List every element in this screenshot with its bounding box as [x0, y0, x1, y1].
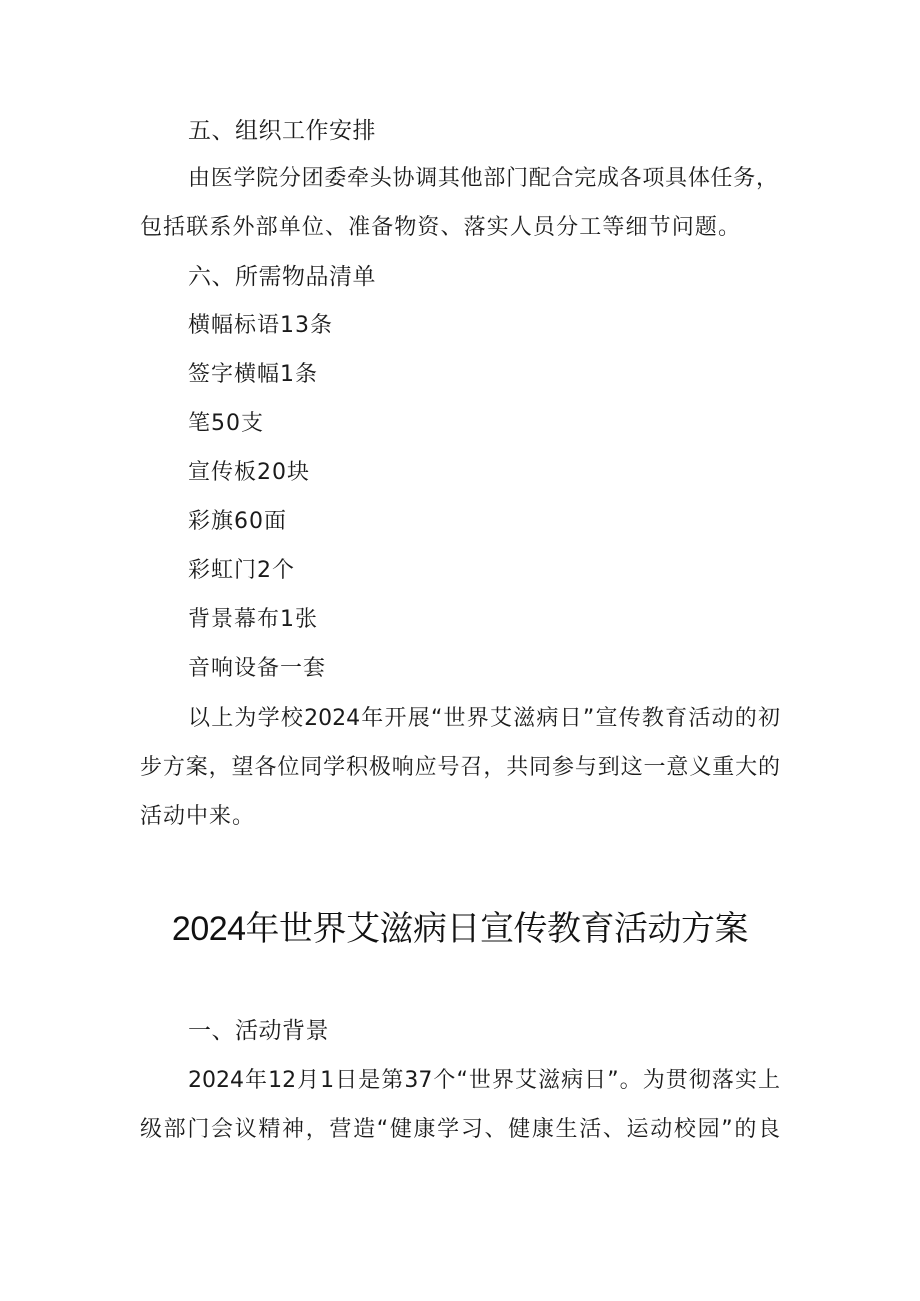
- paragraph-line: 活动中来。: [140, 804, 256, 829]
- list-item: 彩虹门2个: [188, 558, 295, 583]
- paragraph-line: 步方案，望各位同学积极响应号召，共同参与到这一意义重大的: [140, 755, 780, 780]
- page-title: 2024年世界艾滋病日宣传教育活动方案: [171, 910, 749, 948]
- paragraph-line: 2024年12月1日是第37个“世界艾滋病日”。为贯彻落实上: [188, 1068, 780, 1093]
- list-item: 宣传板20块: [188, 460, 310, 485]
- list-item: 背景幕布1张: [188, 607, 318, 632]
- section-heading: 六、所需物品清单: [188, 264, 376, 290]
- list-item: 横幅标语13条: [188, 313, 333, 338]
- list-item: 彩旗60面: [188, 509, 287, 534]
- paragraph-line: 以上为学校2024年开展“世界艾滋病日”宣传教育活动的初: [188, 706, 780, 731]
- section-heading: 五、组织工作安排: [188, 118, 376, 144]
- paragraph-line: 由医学院分团委牵头协调其他部门配合完成各项具体任务，: [188, 166, 778, 191]
- paragraph-line: 级部门会议精神，营造“健康学习、健康生活、运动校园”的良: [140, 1117, 781, 1142]
- section-heading: 一、活动背景: [188, 1018, 329, 1044]
- list-item: 签字横幅1条: [188, 362, 318, 387]
- list-item: 笔50支: [188, 411, 264, 436]
- paragraph-line: 包括联系外部单位、准备物资、落实人员分工等细节问题。: [140, 215, 740, 240]
- list-item: 音响设备一套: [188, 656, 327, 681]
